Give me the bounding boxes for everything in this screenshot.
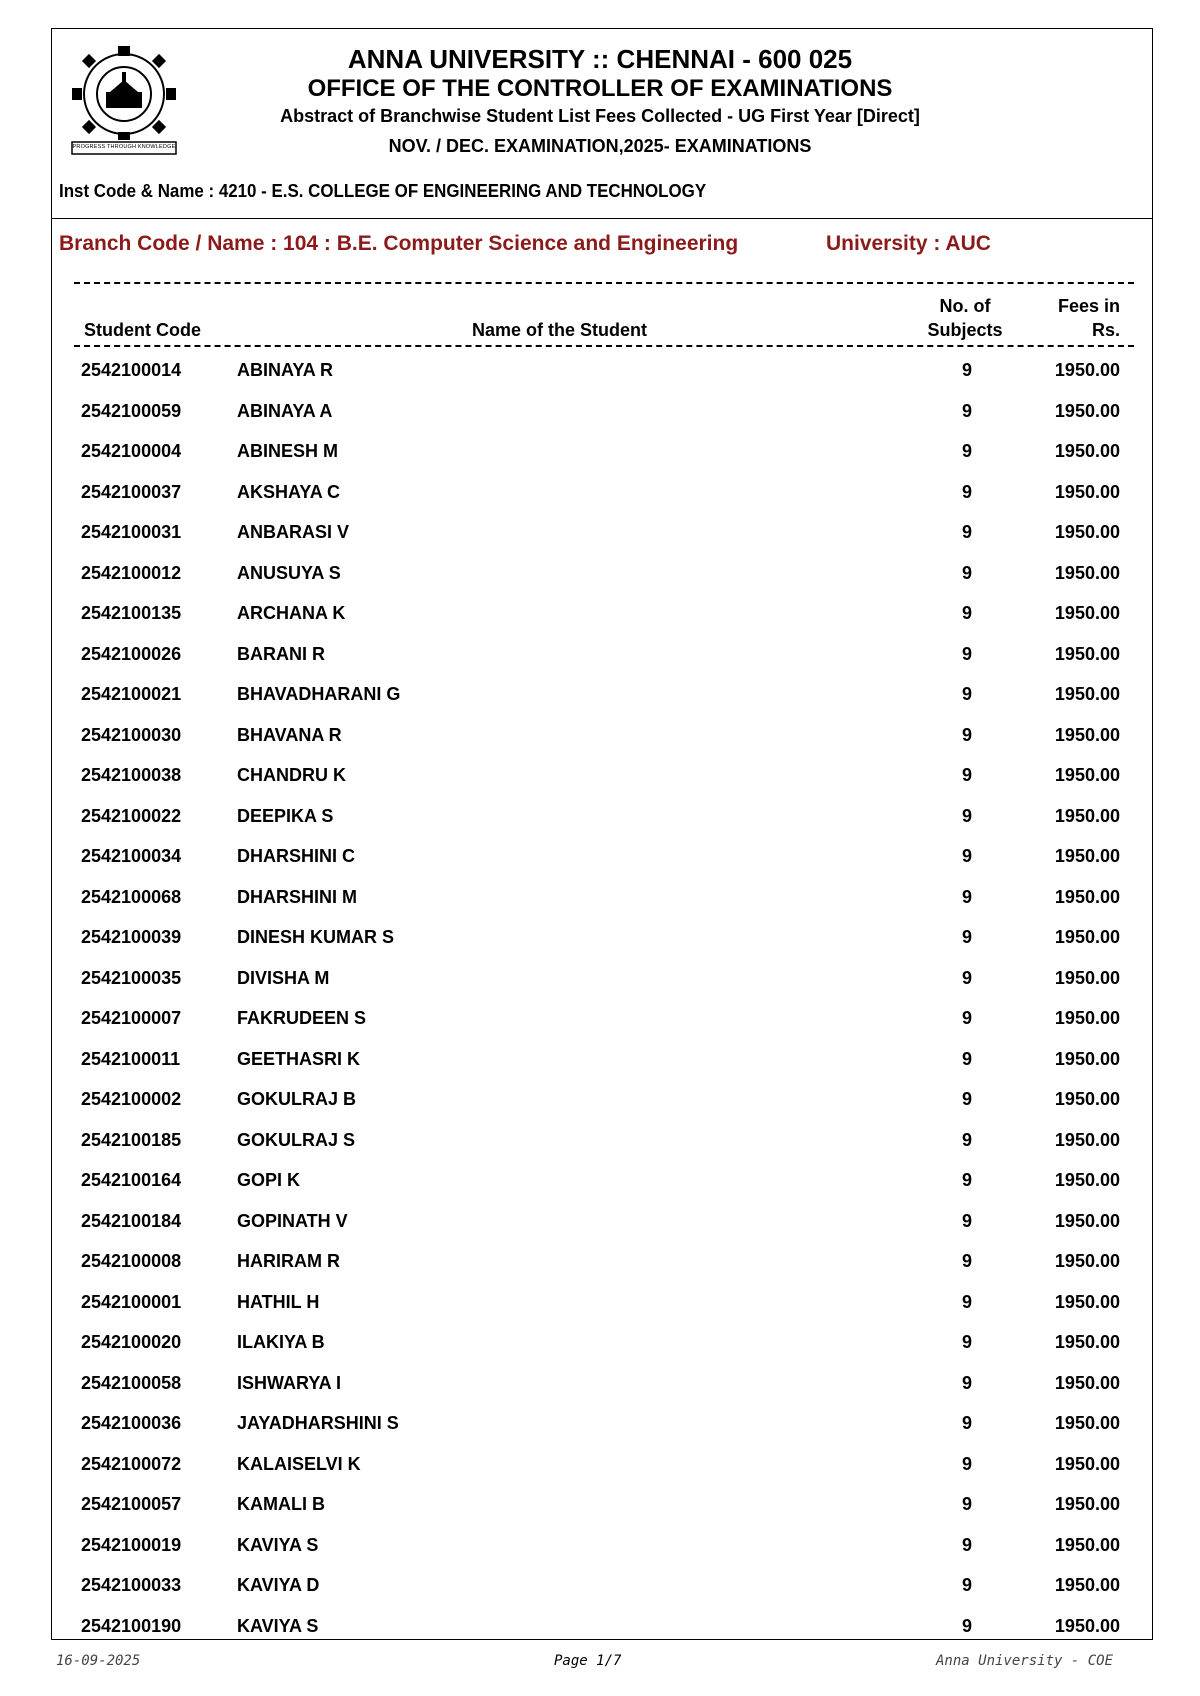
footer-date: 16-09-2025 (56, 1653, 141, 1669)
student-code: 2542100020 (81, 1332, 182, 1352)
fee-amount: 1950.00 (1054, 360, 1120, 380)
student-code: 2542100057 (81, 1494, 182, 1514)
student-code: 2542100011 (81, 1048, 181, 1069)
table-row (0, 593, 1200, 633)
fee-amount: 1950.00 (1054, 1453, 1120, 1474)
fee-amount: 1950.00 (1054, 1251, 1120, 1271)
student-name: KAVIYA S (237, 1615, 319, 1636)
header-divider (51, 218, 1153, 219)
student-name: DHARSHINI C (237, 846, 356, 866)
student-name: DINESH KUMAR S (237, 927, 395, 947)
footer-source: Anna University - COE (936, 1653, 1114, 1669)
subject-count: 9 (961, 481, 972, 502)
footer-page-number: Page 1/7 (554, 1653, 622, 1669)
student-code: 2542100001 (81, 1291, 182, 1312)
student-name: HATHIL H (237, 1291, 320, 1312)
fee-amount: 1950.00 (1054, 765, 1120, 785)
subject-count: 9 (961, 360, 972, 380)
fee-amount: 1950.00 (1054, 886, 1120, 907)
fee-amount: 1950.00 (1054, 927, 1120, 947)
student-code: 2542100135 (81, 603, 182, 623)
fee-amount: 1950.00 (1054, 805, 1120, 826)
subject-count: 9 (961, 1534, 972, 1555)
table-header-rule (74, 345, 1134, 347)
fee-amount: 1950.00 (1054, 1048, 1120, 1069)
student-name: GOPINATH V (237, 1210, 348, 1231)
student-code: 2542100184 (81, 1210, 182, 1231)
subject-count: 9 (961, 1615, 972, 1636)
student-name: KAMALI B (237, 1494, 325, 1514)
table-row (0, 1525, 1200, 1565)
table-row (0, 1079, 1200, 1119)
student-name: BARANI R (237, 643, 325, 664)
table-row (0, 350, 1200, 390)
subject-count: 9 (961, 805, 972, 826)
subject-count: 9 (961, 1372, 972, 1393)
student-name: ABINAYA R (237, 360, 334, 380)
subject-count: 9 (961, 643, 972, 664)
fee-amount: 1950.00 (1054, 603, 1120, 623)
examination-session: NOV. / DEC. EXAMINATION,2025- EXAMINATIONS (388, 136, 812, 156)
table-row (0, 1484, 1200, 1524)
student-code: 2542100038 (81, 765, 182, 785)
table-row (0, 1120, 1200, 1160)
student-name: KAVIYA D (237, 1575, 320, 1595)
subject-count: 9 (961, 1494, 972, 1514)
student-name: GOKULRAJ B (237, 1089, 357, 1109)
student-code: 2542100068 (81, 886, 182, 907)
fee-amount: 1950.00 (1054, 684, 1120, 704)
fee-amount: 1950.00 (1054, 1494, 1120, 1514)
student-code: 2542100026 (81, 643, 182, 664)
subject-count: 9 (961, 1453, 972, 1474)
student-name: AKSHAYA C (237, 481, 341, 502)
fee-amount: 1950.00 (1054, 1008, 1120, 1028)
student-name: GOKULRAJ S (237, 1129, 356, 1150)
student-code: 2542100037 (81, 481, 182, 502)
subject-count: 9 (961, 886, 972, 907)
fee-amount: 1950.00 (1054, 724, 1120, 745)
subject-count: 9 (961, 1575, 972, 1595)
subject-count: 9 (961, 1291, 972, 1312)
fee-amount: 1950.00 (1054, 1291, 1120, 1312)
student-name: DHARSHINI M (237, 886, 357, 907)
university-title: ANNA UNIVERSITY :: CHENNAI - 600 025 (347, 44, 853, 74)
student-name: KAVIYA S (237, 1534, 319, 1555)
logo-motto: PROGRESS THROUGH KNOWLEDGE (72, 144, 176, 150)
table-row (0, 674, 1200, 714)
header-subjects-line1: No. of (939, 296, 991, 316)
student-name: ABINESH M (237, 441, 339, 461)
student-name: BHAVANA R (237, 724, 342, 745)
student-code: 2542100190 (81, 1615, 182, 1636)
office-title: OFFICE OF THE CONTROLLER OF EXAMINATIONS (307, 75, 893, 102)
table-row (0, 1403, 1200, 1443)
subject-count: 9 (961, 1413, 972, 1433)
header-subjects-line2: Subjects (927, 320, 1003, 340)
fee-amount: 1950.00 (1054, 441, 1120, 461)
subject-count: 9 (961, 1008, 972, 1028)
fee-amount: 1950.00 (1054, 1534, 1120, 1555)
table-row (0, 634, 1200, 674)
subject-count: 9 (961, 441, 972, 461)
student-code: 2542100007 (81, 1008, 182, 1028)
table-row (0, 958, 1200, 998)
student-code: 2542100033 (81, 1575, 182, 1595)
subject-count: 9 (961, 1089, 972, 1109)
subject-count: 9 (961, 1170, 972, 1190)
table-row (0, 512, 1200, 552)
student-code: 2542100072 (81, 1453, 182, 1474)
fee-amount: 1950.00 (1054, 522, 1120, 542)
fee-amount: 1950.00 (1054, 1615, 1120, 1636)
subject-count: 9 (961, 724, 972, 745)
fee-amount: 1950.00 (1054, 1129, 1120, 1150)
header-student-name: Name of the Student (472, 320, 648, 340)
university-code: University : AUC (826, 232, 991, 255)
subject-count: 9 (961, 522, 972, 542)
subject-count: 9 (961, 562, 972, 583)
table-row (0, 1565, 1200, 1605)
student-name: ANUSUYA S (237, 562, 341, 583)
student-code: 2542100002 (81, 1089, 182, 1109)
fee-amount: 1950.00 (1054, 400, 1120, 421)
fee-amount: 1950.00 (1054, 1413, 1120, 1433)
fee-amount: 1950.00 (1054, 1332, 1120, 1352)
fee-amount: 1950.00 (1054, 1210, 1120, 1231)
table-row (0, 472, 1200, 512)
table-row (0, 755, 1200, 795)
subject-count: 9 (961, 1332, 972, 1352)
header-fees-line1: Fees in (1057, 296, 1120, 316)
subject-count: 9 (961, 400, 972, 421)
student-code: 2542100059 (81, 400, 182, 421)
table-row (0, 553, 1200, 593)
student-code: 2542100022 (81, 805, 182, 826)
student-name: GEETHASRI K (237, 1048, 361, 1069)
fee-amount: 1950.00 (1054, 1170, 1120, 1190)
table-row (0, 1201, 1200, 1241)
branch-label: Branch Code / Name : 104 : B.E. Computer Science and Engineering (59, 232, 739, 255)
table-row (0, 1039, 1200, 1079)
student-code: 2542100164 (81, 1170, 182, 1190)
table-row (0, 1363, 1200, 1403)
student-name: ANBARASI V (237, 522, 350, 542)
table-row (0, 1282, 1200, 1322)
subject-count: 9 (961, 846, 972, 866)
student-code: 2542100185 (81, 1129, 182, 1150)
student-name: KALAISELVI K (237, 1453, 361, 1474)
student-code: 2542100039 (81, 927, 182, 947)
table-row (0, 877, 1200, 917)
student-code: 2542100035 (81, 967, 182, 988)
student-name: ARCHANA K (237, 603, 346, 623)
table-row (0, 431, 1200, 471)
student-code: 2542100004 (81, 441, 182, 461)
student-name: JAYADHARSHINI S (237, 1413, 399, 1433)
subject-count: 9 (961, 1129, 972, 1150)
table-row (0, 391, 1200, 431)
table-row (0, 796, 1200, 836)
student-code: 2542100034 (81, 846, 182, 866)
student-code: 2542100021 (81, 684, 182, 704)
table-row (0, 1160, 1200, 1200)
student-code: 2542100058 (81, 1372, 182, 1393)
table-row (0, 1606, 1200, 1646)
fee-amount: 1950.00 (1054, 562, 1120, 583)
anna-university-emblem-icon (66, 42, 182, 157)
subject-count: 9 (961, 1210, 972, 1231)
table-top-rule (74, 282, 1134, 284)
header-student-code: Student Code (84, 320, 201, 340)
subject-count: 9 (961, 1048, 972, 1069)
student-name: GOPI K (237, 1170, 301, 1190)
student-name: HARIRAM R (237, 1251, 340, 1271)
student-code: 2542100008 (81, 1251, 182, 1271)
student-code: 2542100036 (81, 1413, 182, 1433)
student-name: DEEPIKA S (237, 805, 334, 826)
student-code: 2542100014 (81, 360, 182, 380)
header-fees-line2: Rs. (1091, 320, 1120, 340)
fee-amount: 1950.00 (1054, 1089, 1120, 1109)
student-code: 2542100030 (81, 724, 182, 745)
student-name: ABINAYA A (237, 400, 333, 421)
subject-count: 9 (961, 765, 972, 785)
fee-amount: 1950.00 (1054, 967, 1120, 988)
student-name: FAKRUDEEN S (237, 1008, 367, 1028)
table-row (0, 998, 1200, 1038)
subject-count: 9 (961, 927, 972, 947)
subject-count: 9 (961, 684, 972, 704)
subject-count: 9 (961, 603, 972, 623)
fee-amount: 1950.00 (1054, 481, 1120, 502)
fee-amount: 1950.00 (1054, 643, 1120, 664)
student-name: ISHWARYA I (237, 1372, 342, 1393)
student-code: 2542100012 (81, 562, 182, 583)
fee-amount: 1950.00 (1054, 846, 1120, 866)
table-row (0, 715, 1200, 755)
student-name: BHAVADHARANI G (237, 684, 401, 704)
student-name: ILAKIYA B (237, 1332, 325, 1352)
subject-count: 9 (961, 1251, 972, 1271)
table-row (0, 836, 1200, 876)
student-name: CHANDRU K (237, 765, 346, 785)
table-row (0, 917, 1200, 957)
subject-count: 9 (961, 967, 972, 988)
table-row (0, 1241, 1200, 1281)
student-name: DIVISHA M (237, 967, 330, 988)
student-code: 2542100019 (81, 1534, 182, 1555)
table-row (0, 1444, 1200, 1484)
institution-line: Inst Code & Name : 4210 - E.S. COLLEGE OF ENGINEERING AND TECHNOLOGY (59, 181, 707, 201)
student-code: 2542100031 (81, 522, 182, 542)
report-abstract: Abstract of Branchwise Student List Fees Collected - UG First Year [Direct] (280, 106, 920, 126)
fee-amount: 1950.00 (1054, 1372, 1120, 1393)
table-row (0, 1322, 1200, 1362)
fee-amount: 1950.00 (1054, 1575, 1120, 1595)
